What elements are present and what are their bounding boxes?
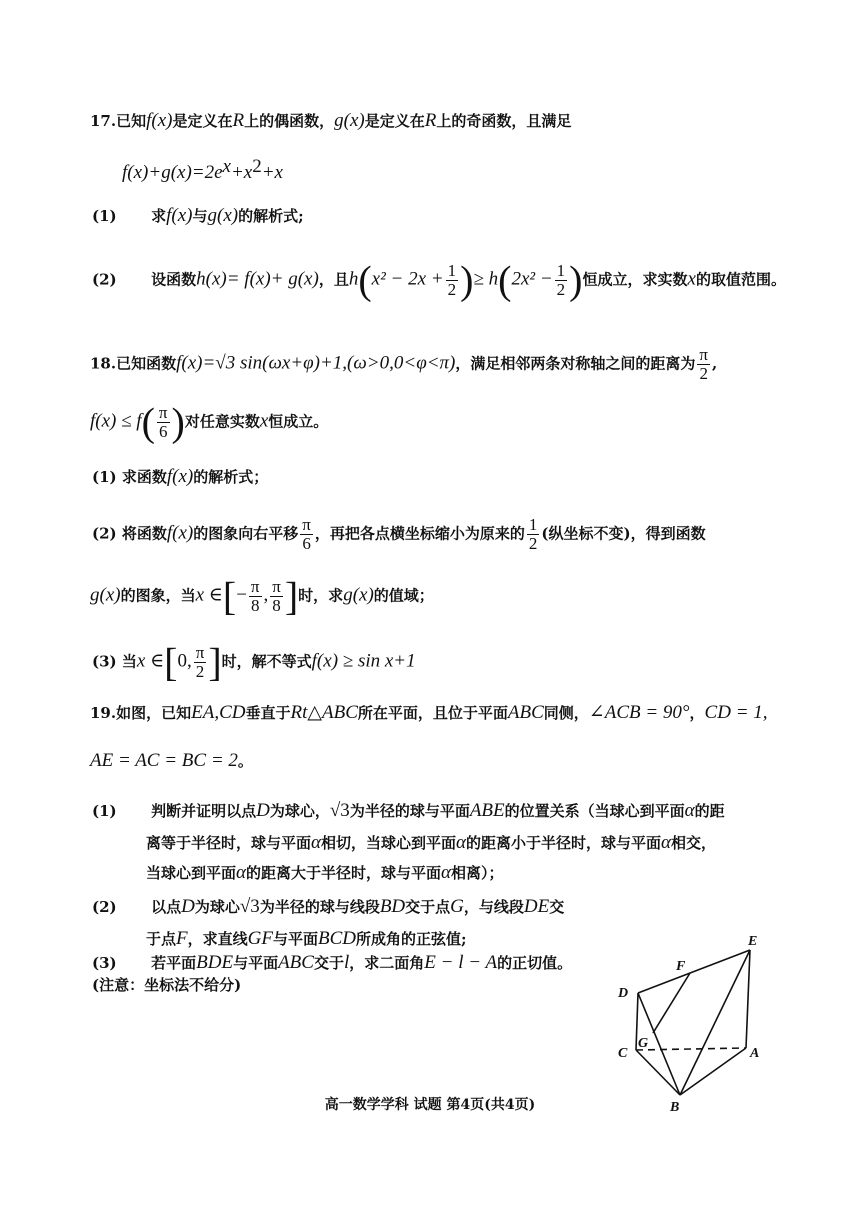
q19-line2 [90, 750, 253, 772]
edge-AE [746, 950, 750, 1048]
q19-note [92, 974, 241, 996]
math-fx: f(x) [146, 110, 173, 131]
math: Rt△ABC [290, 702, 358, 723]
q19-text: 所在平面，且位于平面 [357, 704, 508, 722]
q18-part2-line2 [90, 573, 434, 619]
q17-text: 17.已知 [90, 112, 147, 130]
q19-part1-line2 [146, 832, 716, 854]
fraction: $\frac{\pi}{8}$ [272, 577, 281, 615]
label-E: E [748, 934, 758, 949]
math: GF [247, 928, 273, 949]
q19-text: ， [689, 704, 705, 722]
q19-text: 与平面 [272, 930, 318, 948]
math: √3 [329, 800, 350, 821]
comma: , [263, 584, 269, 606]
math: ABE [469, 800, 505, 821]
q18-line2 [90, 399, 329, 445]
math-r: R [424, 110, 437, 131]
q19-text: 的正切值。 [497, 954, 573, 972]
q19-text: 所成角的正弦值; [355, 930, 467, 948]
q17-text: 与 [192, 207, 208, 225]
q19-text: ，求二面角 [349, 954, 425, 972]
math: BCD [317, 928, 356, 949]
q17-text: 的解析式; [238, 207, 304, 225]
q19-text: ，求直线 [187, 930, 248, 948]
q18-text: 的图象，当 [120, 586, 196, 605]
q17-text: 是定义在 [364, 112, 425, 130]
q19-text: 的位置关系（当球心到平面 [504, 802, 685, 820]
q19-text: 当球心到平面 [146, 864, 237, 882]
q17-text: 求 [151, 207, 167, 225]
q17-part1 [92, 205, 304, 227]
math-fx: f(x) [166, 205, 193, 226]
label-F: F [676, 959, 686, 974]
q19-text: ，与线段 [463, 898, 524, 916]
math: CD = 1, [704, 702, 768, 723]
edge-CA-hidden [636, 1048, 746, 1050]
page-footer: 高一数学学科 试题 第4页(共4页) [324, 1097, 536, 1113]
q18-part2 [92, 516, 706, 553]
q17-equation [122, 156, 283, 184]
fraction: $\frac{1}{2}$ [556, 261, 566, 299]
q17-part2 [92, 257, 786, 303]
q18-text: 对任意实数 [184, 412, 260, 431]
math-in: x ∈ [136, 650, 165, 672]
exp: x [222, 156, 231, 177]
math: α [456, 832, 466, 853]
q19-part3 [92, 952, 572, 974]
math-func: f(x)=√3 sin(ωx+φ)+1,(ω>0,0<φ<π) [176, 352, 456, 374]
q18-text: 恒成立。 [268, 412, 329, 431]
math: D [256, 800, 270, 821]
part-number: (3) [92, 954, 117, 972]
label-D: D [618, 986, 629, 1001]
math-r: R [232, 110, 245, 131]
q19-text: 19.如图，已知 [90, 704, 192, 722]
q19-text: 为球心 [194, 898, 240, 916]
math: √3 [239, 896, 260, 917]
q19-text: 的距离小于半径时，球与平面 [466, 834, 662, 852]
math-gx: g(x) [343, 584, 374, 606]
q19-text: 为半径的球与线段 [259, 898, 380, 916]
fraction: $\frac{\pi}{2}$ [195, 643, 205, 681]
geometry-figure [600, 925, 780, 1115]
math: EA,CD [191, 702, 246, 723]
q18-intro: 18.已知函数f(x)=√3 sin(ωx+φ)+1,(ω>0,0<φ<π)，满足相邻两条对称轴之间的距离为 $\frac{\pi}{2}$ , [90, 345, 718, 383]
math-h: h [348, 268, 359, 290]
edge-CB [636, 1050, 680, 1095]
equation: +x [261, 162, 283, 183]
q18-text: 当 [121, 652, 137, 671]
math: ABC [278, 952, 314, 973]
q19-text: 相离）； [451, 864, 504, 882]
q19-part2 [92, 896, 564, 918]
math: ∠ACB = 90° [588, 702, 690, 723]
fraction: $\frac{\pi}{2}$ [699, 345, 708, 383]
q19-part1 [92, 800, 725, 822]
q19-text: 与平面 [233, 954, 279, 972]
part-number: (2) [92, 524, 117, 543]
q17-text: 恒成立，求实数 [582, 270, 688, 289]
math: D [181, 896, 195, 917]
math-fx: f(x) [166, 466, 194, 487]
math-fx: f(x) [166, 522, 194, 544]
q19-text: 。 [237, 752, 253, 770]
q17-text: ，且 [318, 270, 349, 289]
q19-text: 垂直于 [245, 704, 291, 722]
label-G: G [638, 1036, 649, 1051]
math: G [450, 896, 464, 917]
q19-text: 的距离大于半径时，球与平面 [246, 864, 442, 882]
paren: ( [141, 399, 155, 445]
math-gx: g(x) [334, 110, 365, 131]
q18-text: ，再把各点横坐标缩小为原来的 [314, 524, 525, 543]
q19-text: 相交， [671, 834, 717, 852]
q17-text: 设函数 [151, 270, 197, 289]
fraction: $\frac{\pi}{8}$ [250, 577, 260, 615]
edge-BA [680, 1048, 746, 1095]
q18-part1 [92, 466, 268, 488]
label-C: C [618, 1046, 628, 1061]
bracket: [ [222, 573, 237, 619]
q19-text: 为半径的球与平面 [349, 802, 470, 820]
q19-text: 同侧， [543, 704, 589, 722]
q18-part3 [92, 639, 416, 685]
math: E − l − A [424, 952, 498, 973]
bracket: ] [208, 639, 222, 685]
math: l [343, 952, 350, 973]
q19-text: 离等于半径时，球与平面 [146, 834, 312, 852]
q18-text: 求函数 [121, 468, 167, 486]
math: α [236, 862, 246, 883]
q19-text: 若平面 [151, 954, 197, 972]
q18-text: 的解析式； [193, 468, 269, 486]
fraction: $\frac{\pi}{6}$ [302, 515, 311, 553]
q19-part1-line3 [146, 862, 504, 884]
q17-text: 是定义在 [172, 112, 233, 130]
q19-text: 为球心， [269, 802, 330, 820]
math: AE = AC = BC = 2 [90, 750, 238, 771]
q19-text: 相切，当球心到平面 [321, 834, 457, 852]
part-number: (1) [92, 207, 117, 225]
edge-EB [680, 950, 750, 1095]
paren: ( [358, 257, 372, 303]
math-ge: ≥ h [473, 268, 499, 290]
fraction: $\frac{\pi}{6}$ [158, 403, 168, 441]
math-gx: g(x) [90, 584, 121, 606]
equation: +x [230, 162, 253, 183]
q19-part2-line2 [146, 928, 467, 950]
math-x: x [259, 410, 269, 432]
math-ineq: f(x) ≥ sin x+1 [311, 650, 416, 672]
math-h: h(x)= f(x)+ g(x) [196, 268, 319, 290]
math-x: x [687, 268, 696, 290]
label-A: A [750, 1046, 760, 1061]
q18-text: 时，解不等式 [221, 652, 312, 671]
math: α [661, 832, 671, 853]
label-B: B [670, 1100, 680, 1115]
q18-text: 将函数 [121, 524, 167, 543]
note-text: (注意：坐标法不给分) [92, 976, 242, 994]
math: α [684, 800, 695, 821]
q19-text: 交于点 [405, 898, 451, 916]
math-zero: 0, [177, 650, 192, 672]
q17-text: 上的偶函数， [244, 112, 335, 130]
part-number: (2) [92, 898, 117, 916]
q17-text: 的取值范围。 [695, 270, 786, 289]
q19-text: 判断并证明以点 [151, 802, 257, 820]
paren: ) [171, 399, 185, 445]
math: DE [523, 896, 550, 917]
math-arg: 2x² − [511, 268, 553, 290]
paren: ( [498, 257, 512, 303]
math-arg: x² − 2x + [371, 268, 444, 290]
q18-text: (纵坐标不变)，得到函数 [541, 524, 706, 543]
q19-text: 以点 [151, 898, 182, 916]
paren: ) [460, 257, 474, 303]
q17-text: 上的奇函数，且满足 [436, 112, 572, 130]
part-number: (1) [92, 802, 117, 820]
math: α [441, 862, 451, 883]
math: BD [379, 896, 406, 917]
math-gx: g(x) [207, 205, 239, 226]
math: ABC [507, 702, 544, 723]
exp: 2 [252, 156, 262, 177]
q19-intro [90, 702, 768, 724]
math-neg: − [236, 584, 247, 606]
q17-intro [90, 110, 571, 132]
q19-text: 交 [549, 898, 565, 916]
q19-text: 于点 [146, 930, 177, 948]
bracket: ] [284, 573, 299, 619]
q18-text: 时，求 [298, 586, 344, 605]
q19-text: 的距 [694, 802, 725, 820]
math: BDE [196, 952, 234, 973]
equation: f(x)+g(x)=2e [122, 162, 223, 183]
part-number: (2) [92, 270, 117, 289]
bracket: [ [164, 639, 178, 685]
fraction: $\frac{1}{2}$ [528, 515, 538, 553]
part-number: (1) [92, 468, 117, 486]
q18-text: 的值域； [373, 586, 434, 605]
math-ineq: f(x) ≤ f [90, 410, 142, 432]
edge-GF [653, 973, 690, 1033]
q18-text: ，满足相邻两条对称轴之间的距离为 [455, 354, 696, 373]
q18-text: 18.已知函数 [90, 354, 177, 373]
fraction: $\frac{1}{2}$ [447, 261, 457, 299]
q19-text: 交于 [313, 954, 344, 972]
paren: ) [569, 257, 583, 303]
math: F [176, 928, 188, 949]
q18-text: 的图象向右平移 [193, 524, 299, 543]
math-in: x ∈ [195, 584, 223, 606]
math: α [311, 832, 321, 853]
part-number: (3) [92, 652, 117, 671]
